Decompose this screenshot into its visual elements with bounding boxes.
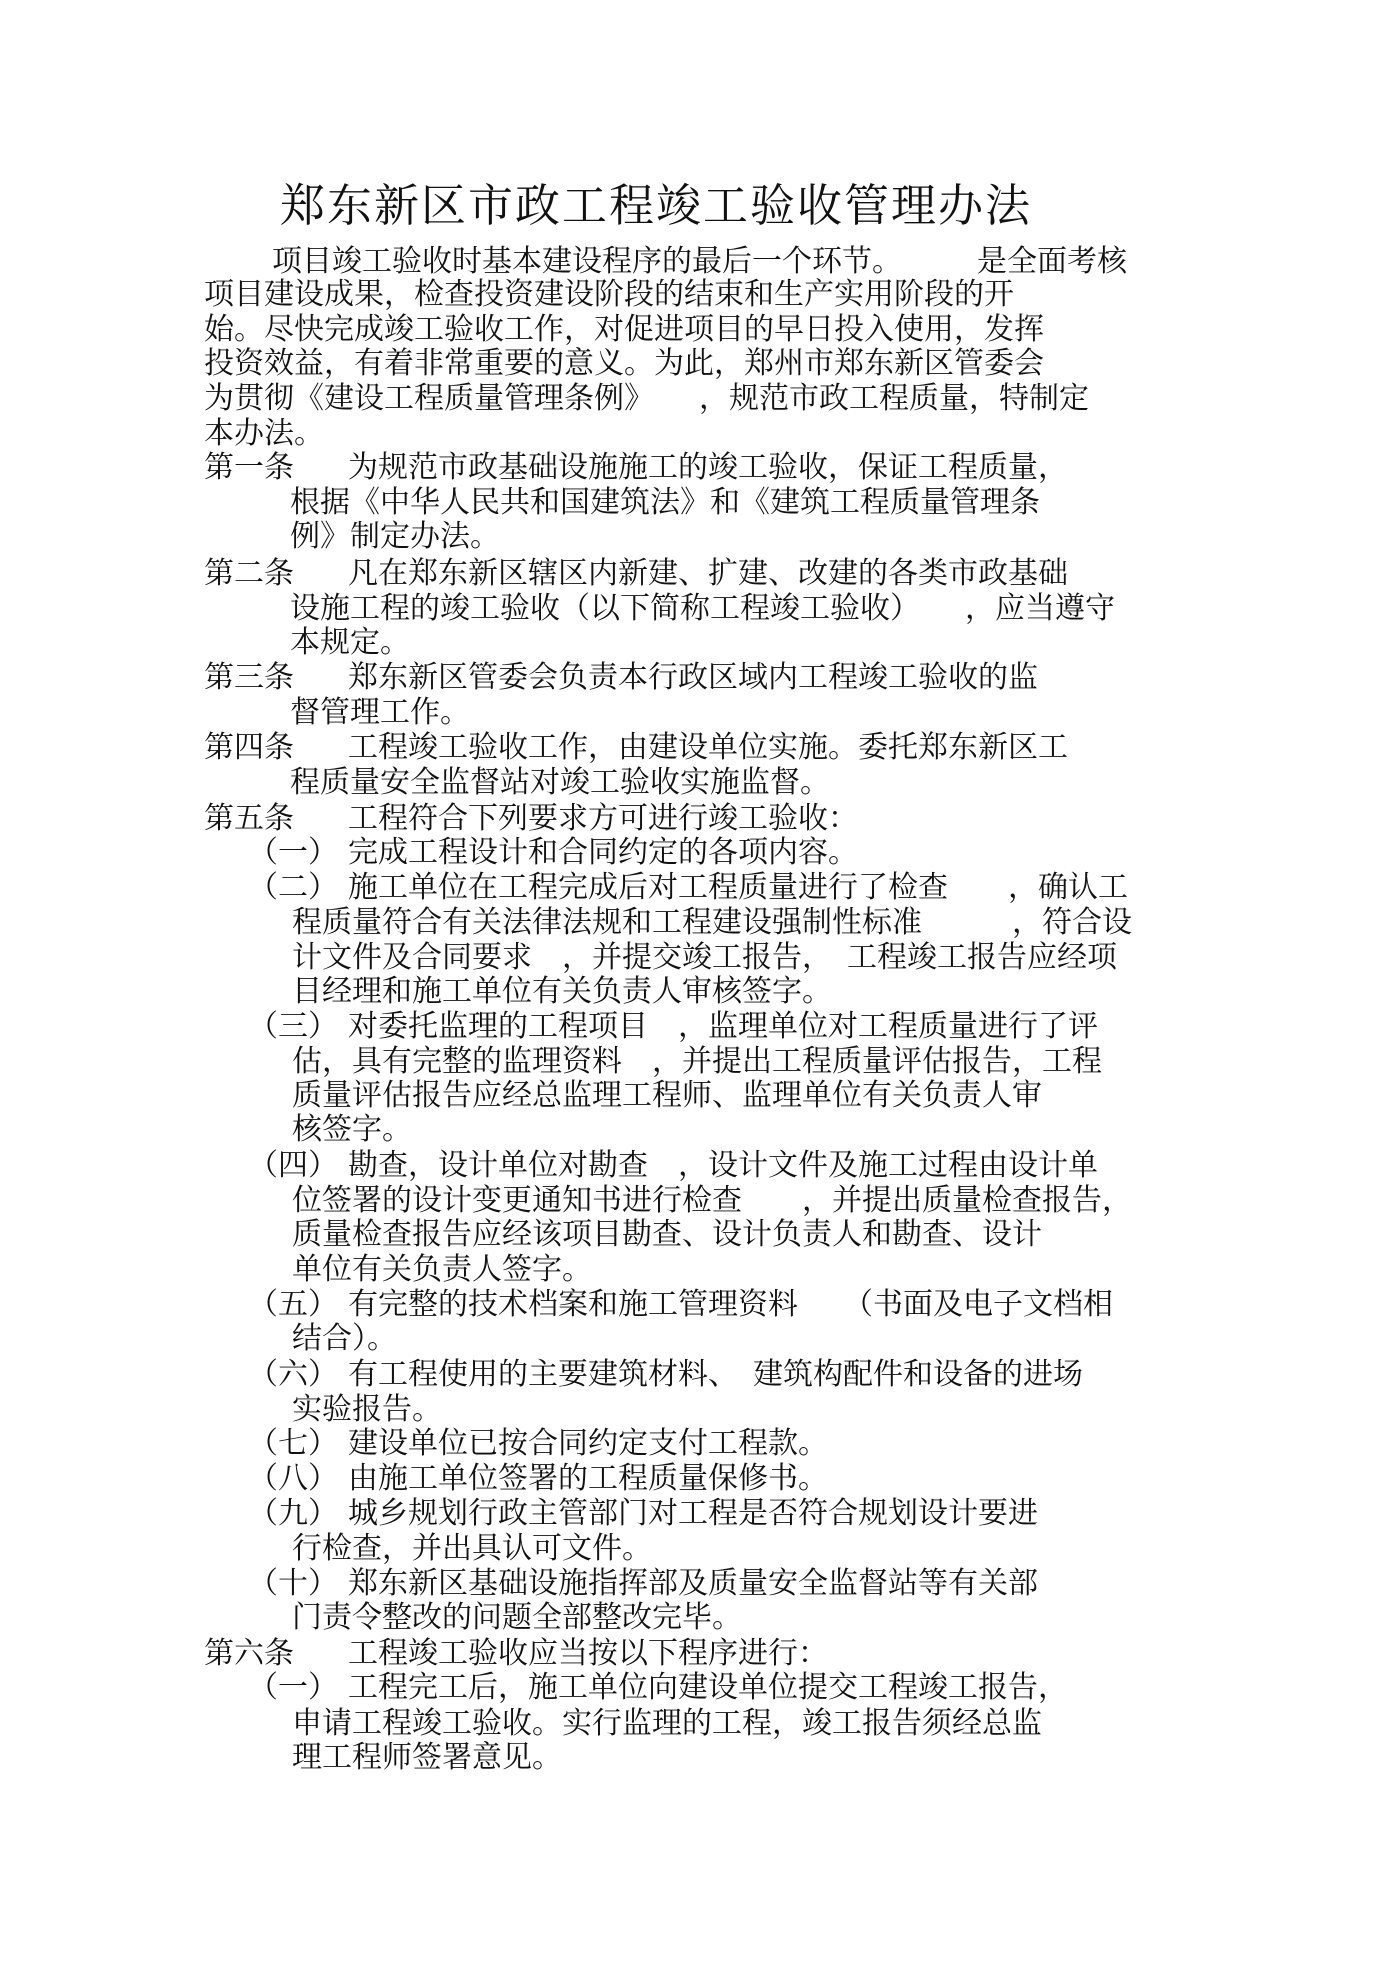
document-title: 郑东新区市政工程竣工验收管理办法	[280, 179, 1033, 232]
intro-line: 项目建设成果，检查投资建设阶段的结束和生产实用阶段的开	[204, 277, 1014, 312]
article-text: 例》制定办法。	[290, 519, 500, 554]
item-label: （四）	[248, 1148, 338, 1183]
item-text: 目经理和施工单位有关负责人审核签字。	[292, 974, 832, 1009]
item-label: （一）	[248, 1670, 338, 1705]
item-text: 有完整的技术档案和施工管理资料 （书面及电子文档相	[348, 1287, 1113, 1322]
intro-line: 始。尽快完成竣工验收工作，对促进项目的早日投入使用，发挥	[204, 312, 1044, 347]
item-text: 由施工单位签署的工程质量保修书。	[348, 1461, 828, 1496]
item-text: 程质量符合有关法律法规和工程建设强制性标准 ，符合设	[292, 905, 1132, 940]
item-text: 施工单位在工程完成后对工程质量进行了检查 ，确认工	[348, 870, 1128, 905]
item-label: （二）	[248, 870, 338, 905]
article-label: 第二条	[204, 556, 294, 591]
item-text: 计文件及合同要求 ，并提交竣工报告， 工程竣工报告应经项	[292, 940, 1117, 975]
intro-line: 为贯彻《建设工程质量管理条例》 ，规范市政工程质量，特制定	[204, 381, 1089, 416]
article-label: 第五条	[204, 801, 294, 836]
item-text: 郑东新区基础设施指挥部及质量安全监督站等有关部	[348, 1566, 1038, 1601]
article-text: 工程竣工验收应当按以下程序进行：	[348, 1636, 828, 1671]
item-label: （七）	[248, 1426, 338, 1461]
item-text: 理工程师签署意见。	[292, 1740, 562, 1775]
article-text: 督管理工作。	[290, 695, 470, 730]
article-text: 郑东新区管委会负责本行政区域内工程竣工验收的监	[348, 660, 1038, 695]
article-label: 第四条	[204, 730, 294, 765]
item-label: （十）	[248, 1566, 338, 1601]
article-text: 根据《中华人民共和国建筑法》和《建筑工程质量管理条	[290, 485, 1040, 520]
item-text: 工程完工后，施工单位向建设单位提交工程竣工报告，	[348, 1670, 1068, 1705]
article-text: 本规定。	[290, 625, 410, 660]
item-text: 申请工程竣工验收。实行监理的工程，竣工报告须经总监	[292, 1706, 1042, 1741]
item-label: （一）	[248, 835, 338, 870]
item-text: 门责令整改的问题全部整改完毕。	[292, 1600, 742, 1635]
article-text: 工程符合下列要求方可进行竣工验收：	[348, 801, 858, 836]
item-text: 行检查，并出具认可文件。	[292, 1531, 652, 1566]
article-label: 第一条	[204, 450, 294, 485]
item-label: （五）	[248, 1287, 338, 1322]
item-text: 单位有关负责人签字。	[292, 1252, 592, 1287]
item-text: 对委托监理的工程项目 ，监理单位对工程质量进行了评	[348, 1009, 1098, 1044]
item-label: （三）	[248, 1009, 338, 1044]
item-text: 估，具有完整的监理资料 ，并提出工程质量评估报告，工程	[292, 1044, 1102, 1079]
article-text: 凡在郑东新区辖区内新建、扩建、改建的各类市政基础	[348, 556, 1068, 591]
item-text: 完成工程设计和合同约定的各项内容。	[348, 835, 858, 870]
item-text: 勘查，设计单位对勘查 ，设计文件及施工过程由设计单	[348, 1148, 1098, 1183]
item-text: 建设单位已按合同约定支付工程款。	[348, 1426, 828, 1461]
intro-line: 本办法。	[204, 416, 324, 451]
item-text: 核签字。	[292, 1112, 412, 1147]
intro-line: 项目竣工验收时基本建设程序的最后一个环节。 是全面考核	[272, 244, 1127, 279]
article-label: 第三条	[204, 660, 294, 695]
article-text: 为规范市政基础设施施工的竣工验收，保证工程质量，	[348, 450, 1068, 485]
article-text: 程质量安全监督站对竣工验收实施监督。	[290, 765, 830, 800]
item-text: 位签署的设计变更通知书进行检查 ，并提出质量检查报告，	[292, 1183, 1132, 1218]
article-label: 第六条	[204, 1636, 294, 1671]
item-text: 城乡规划行政主管部门对工程是否符合规划设计要进	[348, 1496, 1038, 1531]
item-text: 结合）。	[292, 1321, 397, 1356]
item-label: （九）	[248, 1496, 338, 1531]
item-text: 质量评估报告应经总监理工程师、监理单位有关负责人审	[292, 1078, 1042, 1113]
intro-line: 投资效益，有着非常重要的意义。为此，郑州市郑东新区管委会	[204, 346, 1044, 381]
item-label: （六）	[248, 1357, 338, 1392]
article-text: 工程竣工验收工作，由建设单位实施。委托郑东新区工	[348, 730, 1068, 765]
item-label: （八）	[248, 1461, 338, 1496]
item-text: 有工程使用的主要建筑材料、 建筑构配件和设备的进场	[348, 1357, 1083, 1392]
item-text: 质量检查报告应经该项目勘查、设计负责人和勘查、设计	[292, 1217, 1042, 1252]
article-text: 设施工程的竣工验收（以下简称工程竣工验收） ，应当遵守	[290, 591, 1115, 626]
item-text: 实验报告。	[292, 1392, 442, 1427]
